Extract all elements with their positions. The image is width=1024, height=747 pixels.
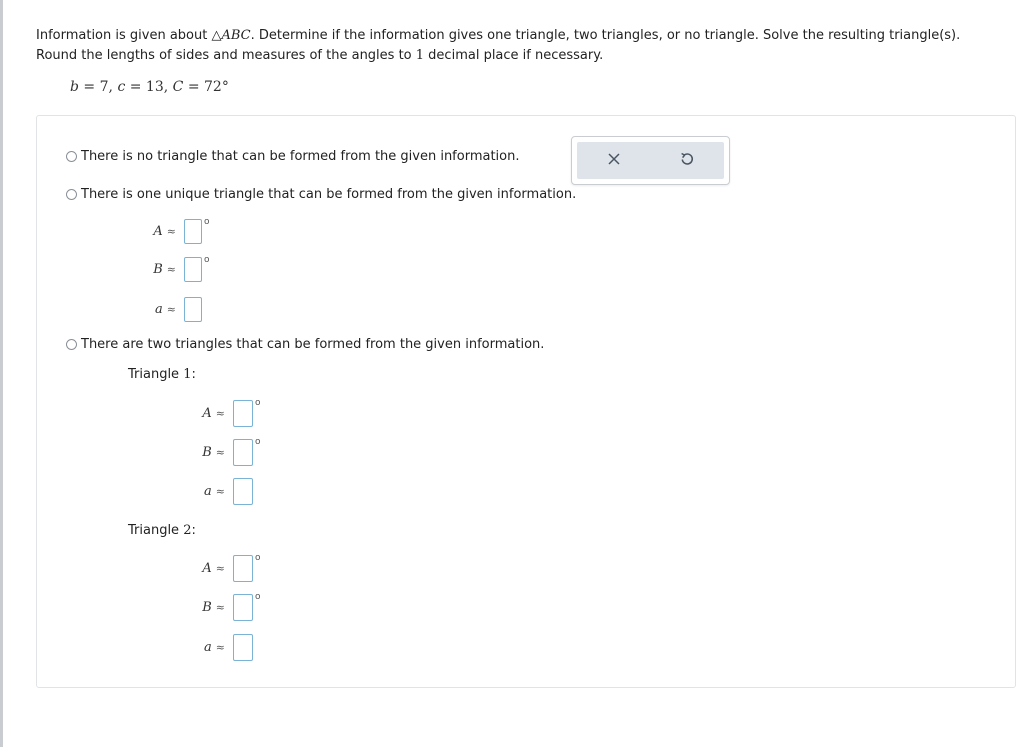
t1-a-input[interactable] — [233, 478, 253, 505]
t1-a-label: a ≈ — [204, 484, 225, 499]
instructions-text-1: Information is given about — [36, 28, 212, 43]
option-one-triangle-label: There is one unique triangle that can be formed from the given information. — [81, 187, 577, 202]
undo-icon — [680, 152, 694, 170]
given-c-value: 13 — [145, 79, 164, 95]
one-A-input[interactable] — [184, 219, 202, 244]
toolbox-inner — [577, 142, 724, 179]
t2-B-row — [185, 594, 261, 621]
instructions-text-3: decimal place if necessary. — [424, 48, 604, 63]
t2-A-label: A ≈ — [202, 561, 225, 576]
degree-symbol: o — [255, 437, 261, 447]
t2-B-input[interactable] — [233, 594, 253, 621]
instructions-text-2: . Determine if the information gives one triangle, two triangles, or no triangle. Solve the resulting triangle(s). Round the lengths of sides and measures of the angles to — [36, 28, 961, 63]
t1-B-row — [185, 439, 261, 466]
triangle-name: ABC — [221, 28, 251, 43]
one-a-input[interactable] — [184, 297, 202, 322]
t1-B-input[interactable] — [233, 439, 253, 466]
one-B-label: B ≈ — [153, 262, 176, 277]
t1-A-label: A ≈ — [202, 406, 225, 421]
option-no-triangle[interactable] — [66, 149, 520, 164]
triangle-symbol: △ — [211, 28, 222, 43]
triangle-1-heading: Triangle 1: — [128, 367, 196, 382]
one-a-label: a ≈ — [155, 302, 176, 317]
given-c-var: c — [117, 79, 126, 95]
degree-symbol: o — [255, 592, 261, 602]
given-C-value: 72° — [204, 79, 229, 95]
degree-symbol: o — [204, 255, 210, 265]
one-B-input[interactable] — [184, 257, 202, 282]
option-no-triangle-label: There is no triangle that can be formed from the given information. — [81, 149, 520, 164]
clear-button[interactable] — [601, 148, 627, 174]
one-a-row — [136, 297, 202, 322]
answer-toolbox — [571, 136, 730, 185]
radio-no-triangle[interactable] — [66, 151, 77, 162]
t1-A-row — [185, 400, 261, 427]
degree-symbol: o — [204, 217, 210, 227]
close-icon — [608, 153, 620, 169]
given-b-value: 7 — [99, 79, 109, 95]
t2-a-row — [185, 634, 253, 661]
option-two-triangles-label: There are two triangles that can be formed from the given information. — [81, 337, 545, 352]
degree-symbol: o — [255, 398, 261, 408]
one-A-label: A ≈ — [153, 224, 176, 239]
t1-A-input[interactable] — [233, 400, 253, 427]
one-B-row — [136, 257, 210, 282]
radio-two-triangles[interactable] — [66, 339, 77, 350]
given-b-var: b — [70, 79, 79, 95]
one-A-row — [136, 219, 210, 244]
triangle-2-heading: Triangle 2: — [128, 523, 196, 538]
reset-button[interactable] — [674, 148, 700, 174]
radio-one-triangle[interactable] — [66, 189, 77, 200]
t2-a-label: a ≈ — [204, 640, 225, 655]
question-instructions — [36, 26, 996, 66]
given-C-var: C — [172, 79, 184, 95]
t2-A-input[interactable] — [233, 555, 253, 582]
t1-a-row — [185, 478, 253, 505]
t1-B-label: B ≈ — [202, 445, 225, 460]
t2-a-input[interactable] — [233, 634, 253, 661]
option-two-triangles[interactable] — [66, 337, 544, 352]
option-one-triangle[interactable] — [66, 187, 576, 202]
t2-B-label: B ≈ — [202, 600, 225, 615]
decimal-places: 1 — [415, 48, 425, 63]
given-values: b = 7, c = 13, C = 72° — [70, 79, 229, 95]
left-rail — [0, 0, 3, 747]
t2-A-row — [185, 555, 261, 582]
degree-symbol: o — [255, 553, 261, 563]
